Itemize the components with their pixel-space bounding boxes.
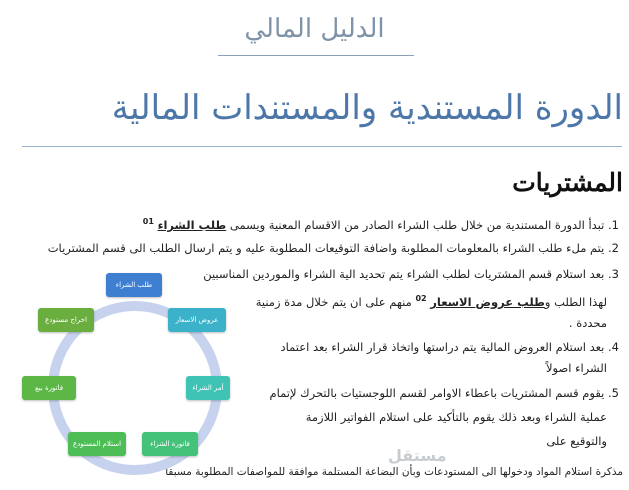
watermark-logo: مستقل xyxy=(388,446,447,465)
item-ref: 02 xyxy=(415,294,427,303)
list-item-continuation xyxy=(546,434,607,449)
cycle-node-price-quotes: عروض الاسعار xyxy=(168,308,226,332)
item-number: 5. xyxy=(608,386,619,400)
list-item-continuation xyxy=(546,361,607,376)
item-ref: 01 xyxy=(142,217,154,226)
item-text: يتم ملء طلب الشراء بالمعلومات المطلوبة واضافة التوقيعات المطلوبة عليه و يتم ارسال الطلب الى قسم المشتريات xyxy=(47,241,605,255)
item-text: بعد استلام العروض المالية يتم دراستها واتخاذ قرار الشراء بعد اعتماد xyxy=(280,340,605,354)
cycle-node-purchase-request: طلب الشراء xyxy=(106,273,162,297)
cycle-ring xyxy=(30,270,240,480)
item-text: بعد استلام قسم المشتريات لطلب الشراء يتم تحديد الية الشراء والموردين المناسبين xyxy=(203,267,605,281)
list-item xyxy=(143,214,619,233)
item-text: والتوقيع على xyxy=(546,434,607,448)
list-item xyxy=(281,340,620,355)
cycle-node-warehouse-issue: اخراج مستودع xyxy=(38,308,94,332)
list-item xyxy=(269,386,619,401)
cycle-node-sales-invoice: فاتورة بيع xyxy=(22,376,76,400)
list-item-continuation xyxy=(256,291,607,310)
process-cycle-diagram xyxy=(30,270,240,480)
list-item-continuation xyxy=(569,316,607,331)
item-number: 3. xyxy=(608,267,619,281)
page-title: الدورة المستندية والمستندات المالية xyxy=(111,88,623,128)
document-header-title: الدليل المالي xyxy=(244,14,385,44)
item-number: 1. xyxy=(608,217,619,232)
list-item xyxy=(48,241,619,256)
item-number: 4. xyxy=(608,340,619,354)
list-item xyxy=(203,267,619,282)
section-heading: المشتريات xyxy=(512,168,623,197)
cycle-node-purchase-order: أمر الشراء xyxy=(186,376,230,400)
item-text: يقوم قسم المشتريات باعطاء الاوامر لقسم اللوجستيات بالتحرك لإتمام xyxy=(269,386,605,400)
list-item-continuation xyxy=(306,410,607,425)
item-term: طلب عروض الاسعار xyxy=(430,294,545,309)
cycle-node-warehouse-receipt: استلام المستودع xyxy=(68,432,126,456)
item-text: منهم على ان يتم خلال مدة زمنية xyxy=(255,294,412,309)
title-divider xyxy=(22,146,622,147)
item-text: لهذا الطلب و xyxy=(544,294,607,309)
item-term: طلب الشراء xyxy=(157,217,227,232)
item-text: محددة . xyxy=(568,316,607,330)
header-divider xyxy=(218,55,414,56)
cycle-node-purchase-invoice: فاتورة الشراء xyxy=(142,432,198,456)
item-text: عملية الشراء وبعد ذلك يقوم بالتأكيد على استلام الفواتير اللازمة xyxy=(305,410,607,424)
item-text: الشراء اصولاً xyxy=(545,361,607,375)
item-number: 2. xyxy=(608,241,619,255)
item-text: تبدأ الدورة المستندية من خلال طلب الشراء الصادر من الاقسام المعنية ويسمى xyxy=(229,217,605,232)
footer-line: مذكرة استلام المواد ودخولها الى المستودعات وبأن البضاعة المستلمة موافقة للمواصفات المطلوبة مسبقاً xyxy=(165,466,623,478)
